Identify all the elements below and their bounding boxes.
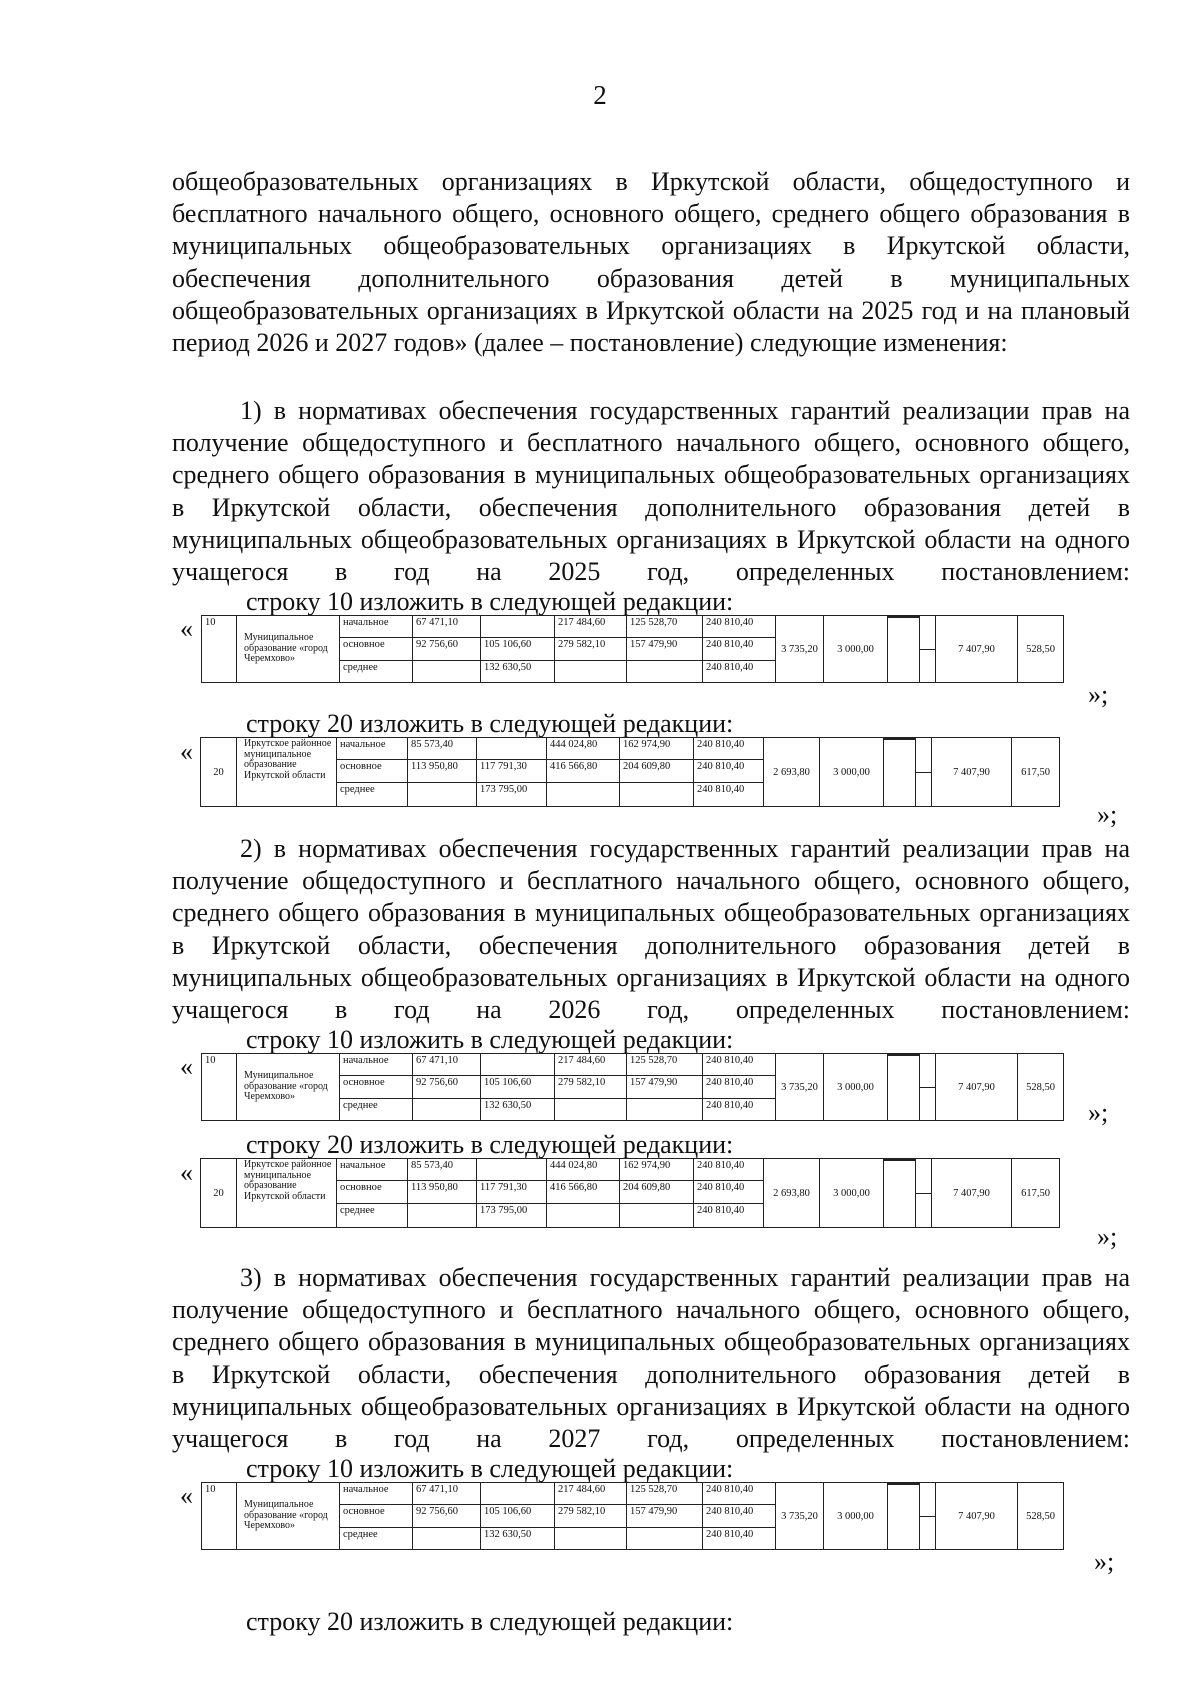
municipality-name-cell: Муниципальное образование «город Черемхово» <box>237 616 340 683</box>
level-cell: основное <box>340 1505 413 1528</box>
municipality-name-cell: Муниципальное образование «город Черемхово» <box>237 1054 340 1121</box>
value-cell: 528,50 <box>1018 1483 1064 1550</box>
level-cell: среднее <box>337 1204 408 1228</box>
level-cell: начальное <box>337 738 408 760</box>
value-cell: 113 950,80 <box>408 1181 477 1204</box>
value-cell: 125 528,70 <box>627 1054 703 1076</box>
value-cell: 105 106,60 <box>481 638 555 661</box>
page-number: 2 <box>593 80 607 110</box>
row-number-cell: 10 <box>202 616 237 683</box>
empty-split-cell <box>888 616 920 683</box>
value-cell: 2 693,80 <box>764 1159 820 1228</box>
value-cell: 67 471,10 <box>413 1054 481 1076</box>
empty-split-cell <box>884 1159 916 1228</box>
value-cell: 157 479,90 <box>627 638 703 661</box>
level-cell: среднее <box>337 783 408 807</box>
level-cell: начальное <box>340 1483 413 1505</box>
value-cell: 528,50 <box>1018 616 1064 683</box>
empty-split-cell <box>888 1054 920 1121</box>
value-cell <box>413 661 481 683</box>
value-cell <box>481 616 555 638</box>
level-cell: начальное <box>337 1159 408 1181</box>
level-cell: основное <box>337 1181 408 1204</box>
value-cell: 85 573,40 <box>408 738 477 760</box>
close-quote: »; <box>1097 800 1118 829</box>
value-cell: 173 795,00 <box>477 1204 547 1228</box>
value-cell: 113 950,80 <box>408 760 477 783</box>
value-cell: 204 609,80 <box>620 1181 694 1204</box>
open-quote: « <box>180 1481 193 1510</box>
value-cell <box>627 1528 703 1550</box>
open-quote: « <box>180 614 193 643</box>
level-cell: начальное <box>340 616 413 638</box>
value-cell: 240 810,40 <box>694 1181 764 1204</box>
value-cell: 240 810,40 <box>703 1483 776 1505</box>
split-box <box>888 1054 919 1056</box>
value-cell: 279 582,10 <box>555 638 627 661</box>
item-3-row20-label: строку 20 изложить в следующей редакции: <box>246 1607 734 1636</box>
value-cell: 132 630,50 <box>481 1099 555 1121</box>
value-cell: 240 810,40 <box>694 1204 764 1228</box>
value-cell <box>620 1204 694 1228</box>
municipality-name-cell: Иркутское районное муниципальное образование Иркутской области <box>237 1159 337 1228</box>
value-cell <box>481 1054 555 1076</box>
value-cell: 416 566,80 <box>547 1181 620 1204</box>
value-cell: 217 484,60 <box>555 616 627 638</box>
item-3-paragraph: 3) в нормативах обеспечения государственных гарантий реализации прав на получение общедоступного и бесплатного начального общего, основного общего, среднего общего образования в муниципальных общеобразовательных организациях в Иркутской области, обеспечения дополнительного образования детей в муниципальных общеобразовательных организациях в Иркутской области на одного учащегося в год на 2027 год, определенных постановлением: <box>172 1263 1130 1454</box>
open-quote: « <box>180 1052 193 1081</box>
item-2-paragraph: 2) в нормативах обеспечения государственных гарантий реализации прав на получение общедоступного и бесплатного начального общего, основного общего, среднего общего образования в муниципальных общеобразовательных организациях в Иркутской области, обеспечения дополнительного образования детей в муниципальных общеобразовательных организациях в Иркутской области на одного учащегося в год на 2026 год, определенных постановлением: <box>172 834 1130 1025</box>
row-number-cell: 20 <box>201 738 237 807</box>
value-cell: 279 582,10 <box>555 1505 627 1528</box>
value-cell <box>627 661 703 683</box>
empty-split-cell <box>888 1483 920 1550</box>
value-cell: 92 756,60 <box>413 638 481 661</box>
table-row <box>201 738 1060 760</box>
intro-paragraph: общеобразовательных организациях в Иркутской области, общедоступного и бесплатного начального общего, основного общего, среднего общего образования в муниципальных общеобразовательных организациях в Иркутской области, обеспечения дополнительного образования детей в муниципальных общеобразовательных организациях в Иркутской области на 2025 год и на плановый период 2026 и 2027 годов» (далее – постановление) следующие изменения: <box>172 167 1130 358</box>
close-quote: »; <box>1088 1098 1109 1127</box>
dash-mark <box>920 1516 935 1517</box>
value-cell <box>477 738 547 760</box>
level-cell: среднее <box>340 1528 413 1550</box>
value-cell: 240 810,40 <box>703 1054 776 1076</box>
value-cell: 444 024,80 <box>547 738 620 760</box>
close-quote: »; <box>1094 1547 1115 1576</box>
value-cell: 217 484,60 <box>555 1483 627 1505</box>
value-cell: 7 407,90 <box>936 1054 1018 1121</box>
item-1-row20-label: строку 20 изложить в следующей редакции: <box>246 709 734 738</box>
value-cell: 92 756,60 <box>413 1076 481 1099</box>
row-number-cell: 10 <box>202 1054 237 1121</box>
dash-mark <box>916 772 931 773</box>
value-cell: 240 810,40 <box>694 760 764 783</box>
value-cell: 67 471,10 <box>413 616 481 638</box>
value-cell: 105 106,60 <box>481 1505 555 1528</box>
dash-cell <box>916 1159 932 1228</box>
norms-table <box>201 615 1064 683</box>
value-cell: 105 106,60 <box>481 1076 555 1099</box>
norms-table <box>201 1482 1064 1550</box>
dash-cell <box>920 1054 936 1121</box>
dash-cell <box>920 1483 936 1550</box>
value-cell: 173 795,00 <box>477 783 547 807</box>
value-cell: 240 810,40 <box>694 738 764 760</box>
value-cell: 240 810,40 <box>703 616 776 638</box>
norms-table <box>200 737 1060 807</box>
value-cell: 7 407,90 <box>936 1483 1018 1550</box>
value-cell <box>413 1528 481 1550</box>
empty-split-cell <box>884 738 916 807</box>
value-cell: 3 735,20 <box>776 1054 824 1121</box>
value-cell <box>547 783 620 807</box>
value-cell <box>413 1099 481 1121</box>
level-cell: основное <box>340 1076 413 1099</box>
level-cell: основное <box>340 638 413 661</box>
value-cell: 617,50 <box>1012 738 1060 807</box>
split-part <box>888 1055 919 1056</box>
value-cell: 3 000,00 <box>824 1483 888 1550</box>
norms-table <box>201 1053 1064 1121</box>
value-cell <box>627 1099 703 1121</box>
value-cell: 416 566,80 <box>547 760 620 783</box>
value-cell: 617,50 <box>1012 1159 1060 1228</box>
value-cell: 279 582,10 <box>555 1076 627 1099</box>
value-cell: 92 756,60 <box>413 1505 481 1528</box>
dash-mark <box>916 1193 931 1194</box>
table-row <box>202 1483 1064 1505</box>
level-cell: основное <box>337 760 408 783</box>
value-cell: 217 484,60 <box>555 1054 627 1076</box>
value-cell: 67 471,10 <box>413 1483 481 1505</box>
level-cell: среднее <box>340 1099 413 1121</box>
value-cell: 2 693,80 <box>764 738 820 807</box>
value-cell: 240 810,40 <box>703 1505 776 1528</box>
table-row <box>202 616 1064 638</box>
value-cell <box>555 661 627 683</box>
open-quote: « <box>180 737 193 766</box>
dash-cell <box>920 616 936 683</box>
value-cell: 240 810,40 <box>703 661 776 683</box>
value-cell: 125 528,70 <box>627 616 703 638</box>
table-row <box>201 1159 1060 1181</box>
value-cell: 162 974,90 <box>620 738 694 760</box>
value-cell: 3 735,20 <box>776 616 824 683</box>
value-cell <box>547 1204 620 1228</box>
split-part <box>884 1160 915 1161</box>
item-2-row20-label: строку 20 изложить в следующей редакции: <box>246 1130 734 1159</box>
split-box <box>884 1159 915 1161</box>
value-cell: 3 000,00 <box>820 1159 884 1228</box>
value-cell: 3 000,00 <box>824 616 888 683</box>
split-part <box>888 1484 919 1485</box>
value-cell: 117 791,30 <box>477 760 547 783</box>
municipality-name-cell: Иркутское районное муниципальное образование Иркутской области <box>237 738 337 807</box>
dash-cell <box>916 738 932 807</box>
value-cell: 444 024,80 <box>547 1159 620 1181</box>
value-cell <box>477 1159 547 1181</box>
norms-table <box>200 1158 1060 1228</box>
value-cell <box>408 1204 477 1228</box>
value-cell: 85 573,40 <box>408 1159 477 1181</box>
value-cell: 157 479,90 <box>627 1505 703 1528</box>
level-cell: начальное <box>340 1054 413 1076</box>
value-cell <box>481 1483 555 1505</box>
split-part <box>884 739 915 740</box>
open-quote: « <box>180 1158 193 1187</box>
close-quote: »; <box>1088 680 1109 709</box>
split-box <box>888 616 919 618</box>
value-cell: 240 810,40 <box>703 1099 776 1121</box>
dash-mark <box>920 1087 935 1088</box>
value-cell: 3 735,20 <box>776 1483 824 1550</box>
value-cell <box>555 1528 627 1550</box>
split-box <box>888 1483 919 1485</box>
value-cell: 240 810,40 <box>694 1159 764 1181</box>
value-cell: 117 791,30 <box>477 1181 547 1204</box>
value-cell: 240 810,40 <box>703 638 776 661</box>
level-cell: среднее <box>340 661 413 683</box>
value-cell <box>408 783 477 807</box>
value-cell: 528,50 <box>1018 1054 1064 1121</box>
value-cell: 240 810,40 <box>703 1528 776 1550</box>
row-number-cell: 20 <box>201 1159 237 1228</box>
row-number-cell: 10 <box>202 1483 237 1550</box>
value-cell: 3 000,00 <box>824 1054 888 1121</box>
municipality-name-cell: Муниципальное образование «город Черемхово» <box>237 1483 340 1550</box>
value-cell: 7 407,90 <box>932 1159 1012 1228</box>
value-cell: 3 000,00 <box>820 738 884 807</box>
value-cell: 125 528,70 <box>627 1483 703 1505</box>
table-row <box>202 1054 1064 1076</box>
value-cell: 132 630,50 <box>481 661 555 683</box>
item-1-row10-label: строку 10 изложить в следующей редакции: <box>246 587 734 616</box>
item-1-paragraph: 1) в нормативах обеспечения государственных гарантий реализации прав на получение общедоступного и бесплатного начального общего, основного общего, среднего общего образования в муниципальных общеобразовательных организациях в Иркутской области, обеспечения дополнительного образования детей в муниципальных общеобразовательных организациях в Иркутской области на одного учащегося в год на 2025 год, определенных постановлением: <box>172 396 1130 587</box>
value-cell: 7 407,90 <box>936 616 1018 683</box>
close-quote: »; <box>1097 1222 1118 1251</box>
split-box <box>884 738 915 740</box>
dash-mark <box>920 649 935 650</box>
value-cell: 240 810,40 <box>694 783 764 807</box>
value-cell <box>620 783 694 807</box>
value-cell: 132 630,50 <box>481 1528 555 1550</box>
item-3-row10-label: строку 10 изложить в следующей редакции: <box>246 1454 734 1483</box>
split-part <box>888 617 919 618</box>
value-cell: 204 609,80 <box>620 760 694 783</box>
value-cell: 7 407,90 <box>932 738 1012 807</box>
value-cell: 162 974,90 <box>620 1159 694 1181</box>
value-cell: 157 479,90 <box>627 1076 703 1099</box>
item-2-row10-label: строку 10 изложить в следующей редакции: <box>246 1025 734 1054</box>
value-cell <box>555 1099 627 1121</box>
value-cell: 240 810,40 <box>703 1076 776 1099</box>
